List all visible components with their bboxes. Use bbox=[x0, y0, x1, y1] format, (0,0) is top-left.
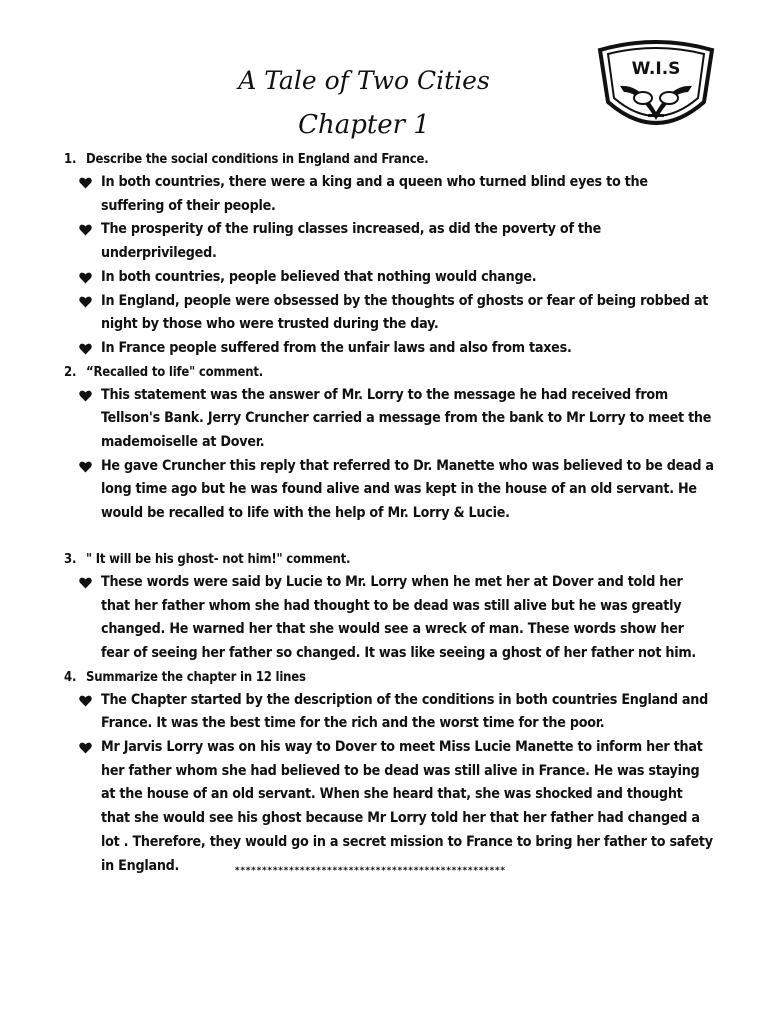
bullet-text: The prosperity of the ruling classes increased, as did the poverty of the underprivileged. bbox=[101, 221, 602, 262]
document-title: A Tale of Two Cities bbox=[238, 66, 490, 95]
heart-bullet-icon bbox=[79, 296, 92, 308]
heart-bullet-icon bbox=[79, 343, 92, 355]
section-heading bbox=[64, 361, 714, 384]
bullet-text: In France people suffered from the unfair laws and also from taxes. bbox=[101, 339, 572, 356]
bullet-text: Mr Jarvis Lorry was on his way to Dover to meet Miss Lucie Manette to inform her that her father whom she had believed to be dead was still alive in France. He was staying at the house of an old servant. When she heard that, she was shocked and thought that she would see his ghost because Mr Lorry told her that her father had changed a lot . Therefore, they would go in a secret mission to France to bring her father to safety in England. bbox=[101, 739, 713, 874]
heart-bullet-icon bbox=[79, 390, 92, 402]
blank-line bbox=[64, 526, 714, 548]
bullet-item bbox=[64, 171, 714, 218]
section-heading bbox=[64, 148, 714, 171]
chapter-title: Chapter 1 bbox=[298, 110, 430, 140]
bullet-item bbox=[64, 266, 714, 290]
bullet-text: In both countries, there were a king and a queen who turned blind eyes to the suffering of their people. bbox=[101, 174, 648, 214]
heart-bullet-icon bbox=[79, 577, 92, 589]
bullet-list bbox=[64, 571, 714, 666]
heart-bullet-icon bbox=[79, 742, 92, 754]
bullet-list bbox=[64, 689, 714, 879]
bullet-item bbox=[64, 736, 714, 878]
section-heading-text: Describe the social conditions in England and France. bbox=[86, 152, 429, 167]
section-number: 3. bbox=[64, 551, 77, 567]
section-heading-text: “Recalled to life" comment. bbox=[86, 364, 263, 380]
bullet-text: This statement was the answer of Mr. Lorry to the message he had received from Tellson's Bank. Jerry Cruncher carried a message from the bank to Mr Lorry to meet the mademoiselle at Dover. bbox=[101, 386, 712, 451]
section-heading bbox=[64, 548, 714, 571]
heart-bullet-icon bbox=[79, 224, 92, 236]
bullet-text: These words were said by Lucie to Mr. Lorry when he met her at Dover and told her that her father whom she had thought to be dead was still alive but he was greatly changed. He warned her that she would see a wreck of man. These words show her fear of seeing her father so changed. It was like seeing a ghost of her father not him. bbox=[101, 573, 696, 661]
bullet-item bbox=[64, 337, 714, 361]
bullet-item bbox=[64, 290, 714, 337]
section-heading-text: " It will be his ghost- not him!" comment. bbox=[86, 551, 351, 567]
bullet-item bbox=[64, 384, 714, 455]
section-heading bbox=[64, 666, 714, 689]
bullet-text: He gave Cruncher this reply that referred to Dr. Manette who was believed to be dead a long time ago but he was found alive and was kept in the house of an old servant. He would be recalled to life with the help of Mr. Lorry & Lucie. bbox=[101, 457, 714, 522]
separator-stars: ************************************************** bbox=[234, 866, 506, 876]
bullet-item bbox=[64, 571, 714, 666]
bullet-list bbox=[64, 171, 714, 361]
section-number: 4. bbox=[64, 669, 77, 685]
heart-bullet-icon bbox=[79, 695, 92, 707]
heart-bullet-icon bbox=[79, 272, 92, 284]
section-number: 1. bbox=[64, 152, 77, 167]
heart-bullet-icon bbox=[79, 461, 92, 473]
section-number: 2. bbox=[64, 364, 77, 380]
bullet-text: In both countries, people believed that nothing would change. bbox=[101, 268, 537, 285]
heart-bullet-icon bbox=[79, 177, 92, 189]
section-heading-text: Summarize the chapter in 12 lines bbox=[86, 669, 306, 685]
document-content bbox=[64, 148, 714, 878]
bullet-text: In England, people were obsessed by the thoughts of ghosts or fear of being robbed at night by those who were trusted during the day. bbox=[101, 292, 709, 333]
bullet-item bbox=[64, 689, 714, 736]
bullet-item bbox=[64, 455, 714, 526]
bullet-list bbox=[64, 384, 714, 526]
bullet-text: The Chapter started by the description of the conditions in both countries England and France. It was the best time for the rich and the worst time for the poor. bbox=[101, 691, 708, 732]
logo-text: W.I.S bbox=[631, 59, 681, 79]
bullet-item bbox=[64, 218, 714, 265]
